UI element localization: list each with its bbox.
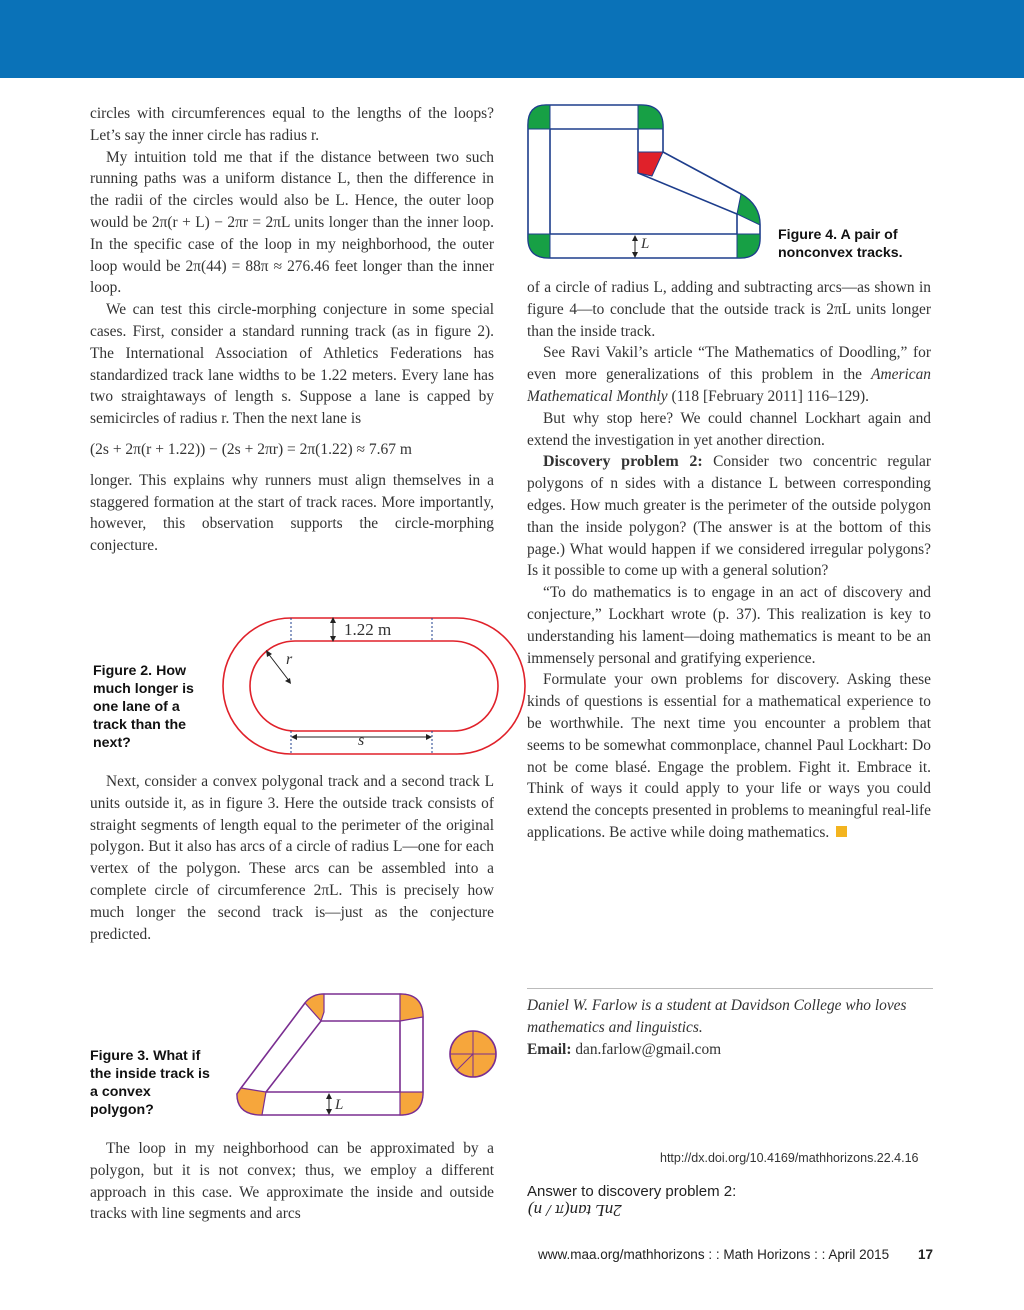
paragraph: We can test this circle-morphing conjecture in some special cases. First, consider a standard running track (as in figure 2). The International Association of Athletics Federations has standardized track lane widths to be 1.22 meters. Every lane has two straightaways of length s. Suppose a lane is capped by semicircles of radius r. Then the next lane is [90, 301, 494, 428]
text: See Ravi Vakil’s article “The Mathematics of Doodling,” for even more generalizations of this problem in the [527, 344, 931, 384]
figure-3-caption: Figure 3. What if the inside track is a convex polygon? [90, 1048, 210, 1118]
paragraph: circles with circumferences equal to the lengths of the loops? Let’s say the inner circle has radius r. [90, 105, 494, 144]
footer-site: www.maa.org/mathhorizons : : Math Horizons : : April 2015 [538, 1247, 890, 1262]
text: Consider two concentric regular polygons of n sides with a distance L between corresponding edges. How much greater is the perimeter of the outside polygon than the inside polygon? (The answer is at the bottom of this page.) What would happen if we considered irregular polygons? Is it possible to come up with a general solution? [527, 453, 932, 580]
figure-2-caption: Figure 2. How much longer is one lane of a track than the next? [93, 663, 194, 751]
paragraph: But why stop here? We could channel Lockhart again and extend the investigation in yet another direction. [527, 409, 931, 449]
paragraph: of a circle of radius L, adding and subtracting arcs—as shown in figure 4—to conclude that the outside track is 2πL units longer than the inside track. [527, 279, 931, 340]
figure-2-width-label: 1.22 m [344, 620, 392, 639]
discovery-problem-label: Discovery problem 2: [543, 453, 703, 471]
text: Formulate your own problems for discovery. Asking these kinds of questions is essential for a mathematical experience to be worthwhile. The next time you encounter a problem that seems to be somewhat commonplace, channel Paul Lockhart: Do not be come blasé. Engage the problem. Fight it. Embrace it. Think of ways it could apply to your life or ways you could extend the concepts presented in problems to meaningful real-life applications. Be active while doing mathematics. [527, 671, 931, 841]
text: (118 [February 2011] 116–129). [671, 387, 869, 405]
journal-title: American Mathematical Monthly [527, 366, 931, 405]
paragraph: My intuition told me that if the distance between two such running paths was a uniform distance L, then the difference in the radii of the circles would also be L. Hence, the outer loop would be 2π(r + L) − 2πr = 2πL units longer than the inner loop. In the specific case of the loop in my neighborhood, the outer loop would be 2π(44) = 88π ≈ 276.46 feet longer than the inner loop. [90, 148, 494, 297]
right-column [527, 277, 931, 844]
answer-text: 2nL tan(π / n) [528, 1201, 622, 1220]
paragraph [527, 342, 931, 407]
email-address[interactable]: dan.farlow@gmail.com [575, 1040, 722, 1058]
end-mark-icon [836, 826, 847, 837]
equation: (2s + 2π(r + 1.22)) − (2s + 2πr) = 2π(1.22) ≈ 7.67 m [90, 440, 412, 458]
figure-3-L-label: L [335, 1097, 344, 1113]
divider [527, 988, 933, 989]
doi-link[interactable]: http://dx.doi.org/10.4169/mathhorizons.22.4.16 [660, 1151, 919, 1165]
paragraph [527, 451, 931, 582]
figure-4-caption: Figure 4. A pair of nonconvex tracks. [778, 227, 903, 261]
paragraph: “To do mathematics is to engage in an act of discovery and conjecture,” Lockhart wrote (p. 37). This realization is key to understanding his lament—doing mathematics is meant to be an immensely personal and gratifying experience. [527, 584, 931, 667]
figure-4-L-label: L [641, 236, 650, 252]
figure-2-s-label: s [358, 732, 365, 749]
author-bio-text: Daniel W. Farlow is a student at Davidson College who loves mathematics and linguistics. [527, 997, 907, 1036]
paragraph: The loop in my neighborhood can be approximated by a polygon, but it is not convex; thus, we employ a different approach in this case. We approximate the inside and outside tracks with line segments and arcs [90, 1140, 494, 1223]
paragraph: Next, consider a convex polygonal track and a second track L units outside it, as in figure 3. Here the outside track consists of straight segments of length equal to the perimeter of the original polygon. But it also has arcs of a circle of radius L—one for each vertex of the polygon. These arcs can be assembled into a complete circle of circumference 2πL. This is precisely how much longer the second track is—just as the conjecture predicted. [90, 773, 494, 943]
email-label: Email: [527, 1040, 572, 1058]
figure-2-r-label: r [286, 651, 293, 668]
author-bio [527, 995, 931, 1060]
answer-label: Answer to discovery problem 2: [527, 1183, 737, 1200]
paragraph [527, 669, 931, 843]
author-email [527, 1039, 931, 1061]
page-number: 17 [918, 1247, 934, 1262]
paragraph: longer. This explains why runners must align themselves in a staggered formation at the start of track races. More importantly, however, this observation supports the circle-morphing conjecture. [90, 471, 494, 555]
